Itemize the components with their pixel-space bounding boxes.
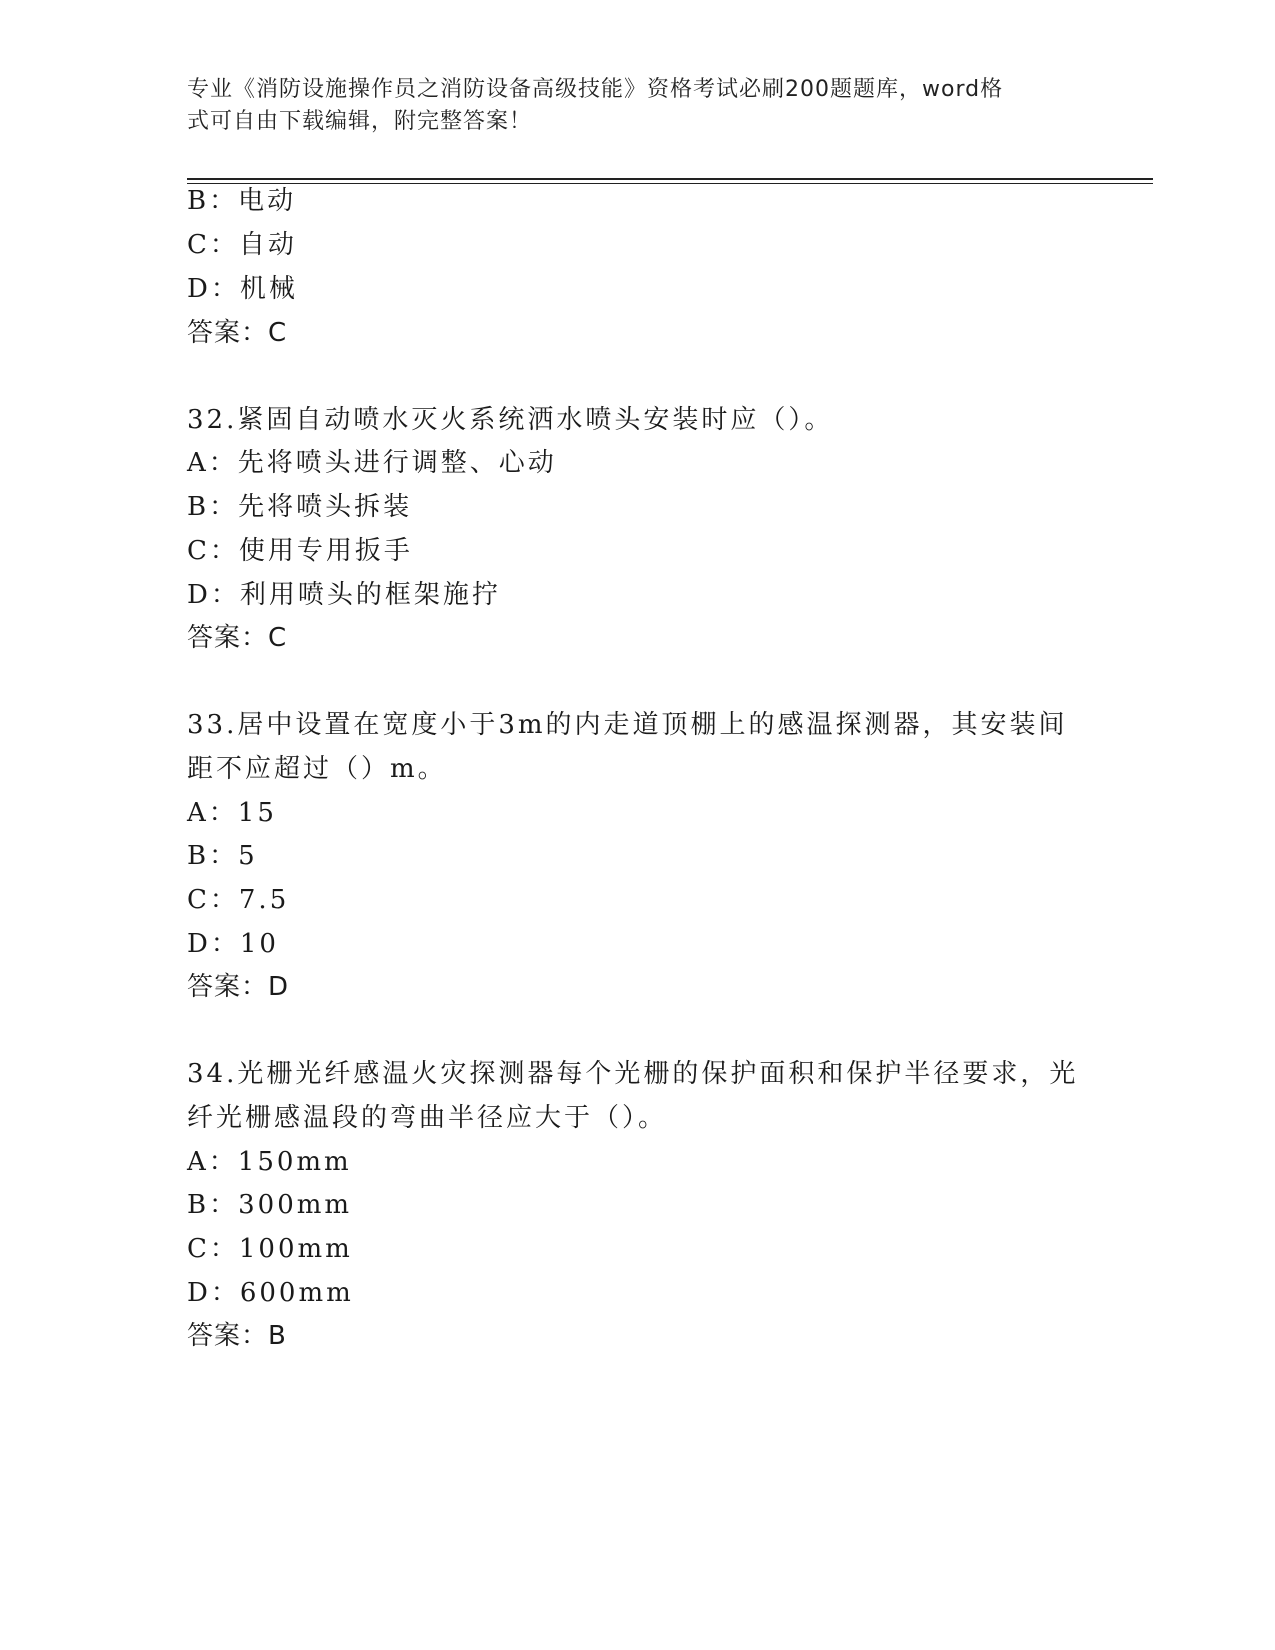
option-c: C：使用专用扳手 xyxy=(187,536,413,566)
answer-line: 答案：C xyxy=(187,318,288,348)
answer-line: 答案：B xyxy=(187,1321,287,1351)
question-stem-line-1: 34.光栅光纤感温火灾探测器每个光栅的保护面积和保护半径要求，光 xyxy=(187,1059,1079,1089)
option-d: D：利用喷头的框架施拧 xyxy=(187,580,501,610)
option-b: B：先将喷头拆装 xyxy=(187,492,413,522)
option-d: D：10 xyxy=(187,929,279,959)
option-c: C：自动 xyxy=(187,230,297,260)
question-stem: 32.紧固自动喷水灭火系统洒水喷头安装时应（）。 xyxy=(187,405,834,435)
option-a: A：150mm xyxy=(187,1147,352,1177)
question-stem-line-1: 33.居中设置在宽度小于3m的内走道顶棚上的感温探测器，其安装间 xyxy=(187,710,1068,740)
page-header xyxy=(187,74,1067,138)
option-a: A：15 xyxy=(187,798,277,828)
option-b: B：电动 xyxy=(187,186,297,216)
option-c: C：7.5 xyxy=(187,885,290,915)
header-line-2: 式可自由下载编辑，附完整答案！ xyxy=(187,109,533,134)
option-b: B：5 xyxy=(187,841,258,871)
option-c: C：100mm xyxy=(187,1234,353,1264)
header-line-1: 专业《消防设施操作员之消防设备高级技能》资格考试必刷200题题库，word格 xyxy=(187,77,1004,102)
question-stem-line-2: 距不应超过（）m。 xyxy=(187,754,447,784)
header-divider-thin xyxy=(187,183,1153,184)
answer-line: 答案：C xyxy=(187,623,288,653)
option-d: D：机械 xyxy=(187,274,298,304)
header-divider-thick xyxy=(187,178,1153,180)
option-a: A：先将喷头进行调整、心动 xyxy=(187,448,557,478)
option-b: B：300mm xyxy=(187,1190,353,1220)
option-d: D：600mm xyxy=(187,1278,354,1308)
answer-line: 答案：D xyxy=(187,972,290,1002)
question-stem-line-2: 纤光栅感温段的弯曲半径应大于（）。 xyxy=(187,1103,668,1133)
